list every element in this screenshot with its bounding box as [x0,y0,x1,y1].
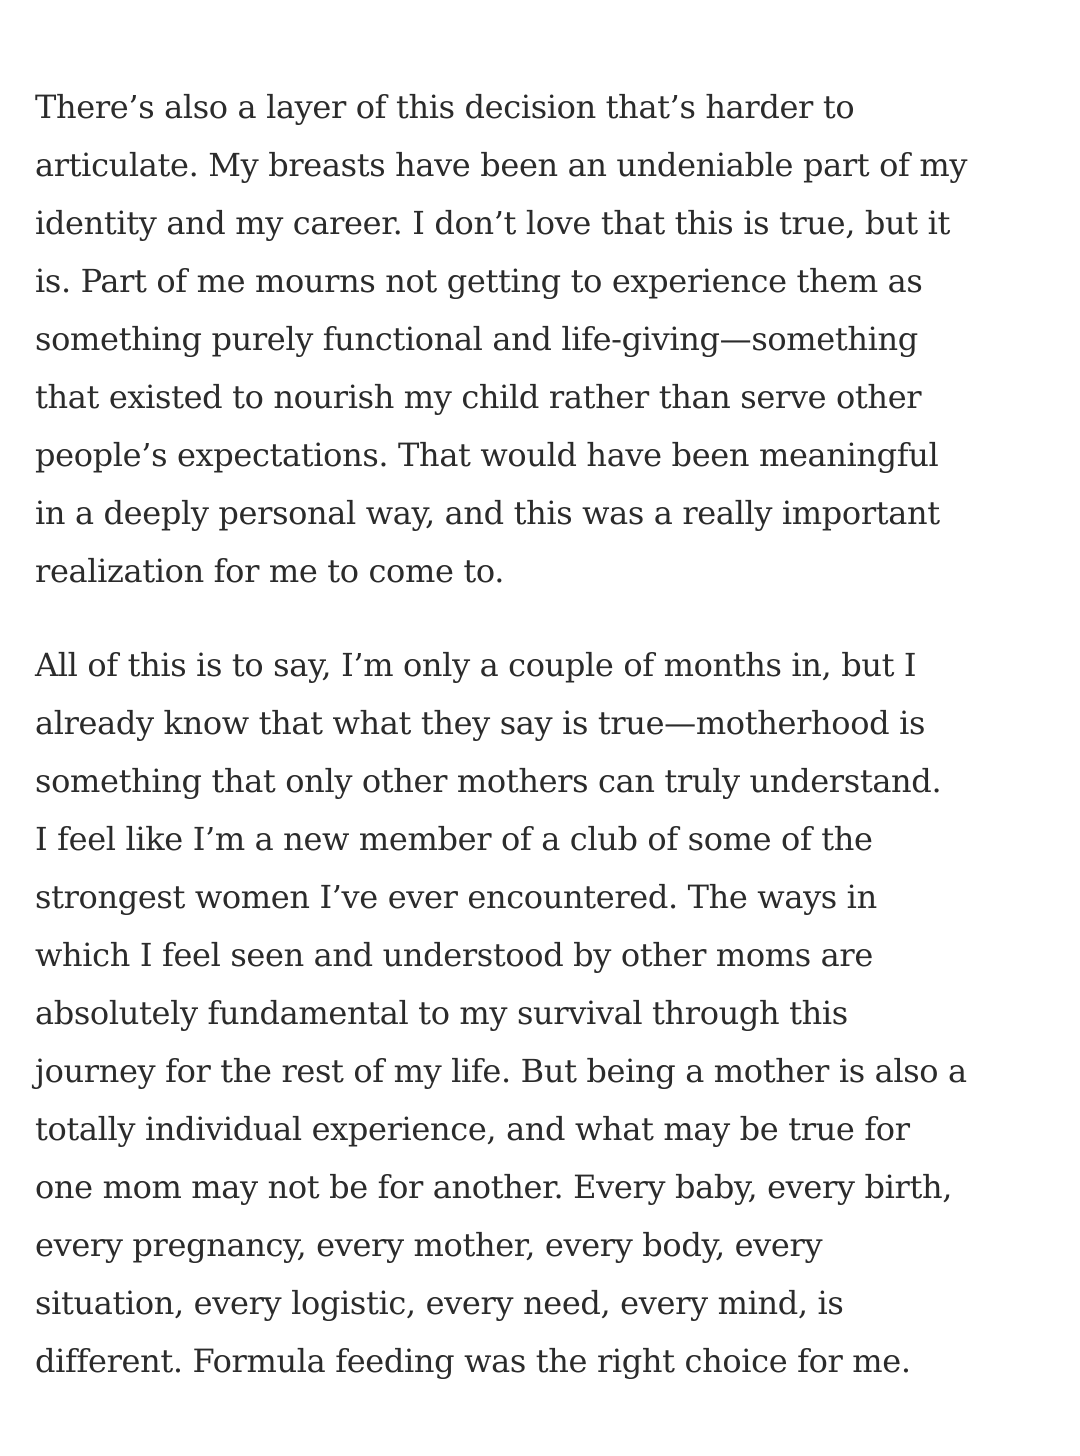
text-line: situation, every logistic, every need, every mind, is [35,1284,844,1322]
text-line: I feel like I’m a new member of a club of some of the [35,820,873,858]
text-line: that existed to nourish my child rather than serve other [35,378,922,416]
text-line: something purely functional and life-giving—something [35,320,918,358]
text-line: totally individual experience, and what may be true for [35,1110,910,1148]
text-line: identity and my career. I don’t love that this is true, but it [35,204,951,242]
text-line: journey for the rest of my life. But being a mother is also a [35,1052,967,1090]
text-line: in a deeply personal way, and this was a really important [35,494,940,532]
text-line: absolutely fundamental to my survival through this [35,994,848,1032]
text-line: which I feel seen and understood by other moms are [35,936,873,974]
text-line: All of this is to say, I’m only a couple of months in, but I [35,646,917,684]
text-line: different. Formula feeding was the right choice for me. [35,1342,911,1380]
paragraph-identity [35,78,1055,600]
paragraph-motherhood [35,636,1055,1390]
text-line: strongest women I’ve ever encountered. The ways in [35,878,877,916]
text-line: people’s expectations. That would have been meaningful [35,436,939,474]
text-line: There’s also a layer of this decision that’s harder to [35,88,855,126]
text-line: is. Part of me mourns not getting to experience them as [35,262,923,300]
text-line: every pregnancy, every mother, every body, every [35,1226,823,1264]
text-line: something that only other mothers can truly understand. [35,762,942,800]
text-line: one mom may not be for another. Every baby, every birth, [35,1168,953,1206]
text-line: already know that what they say is true—motherhood is [35,704,926,742]
text-line: articulate. My breasts have been an undeniable part of my [35,146,968,184]
text-line: realization for me to come to. [35,552,505,590]
article-body [35,78,1055,1390]
